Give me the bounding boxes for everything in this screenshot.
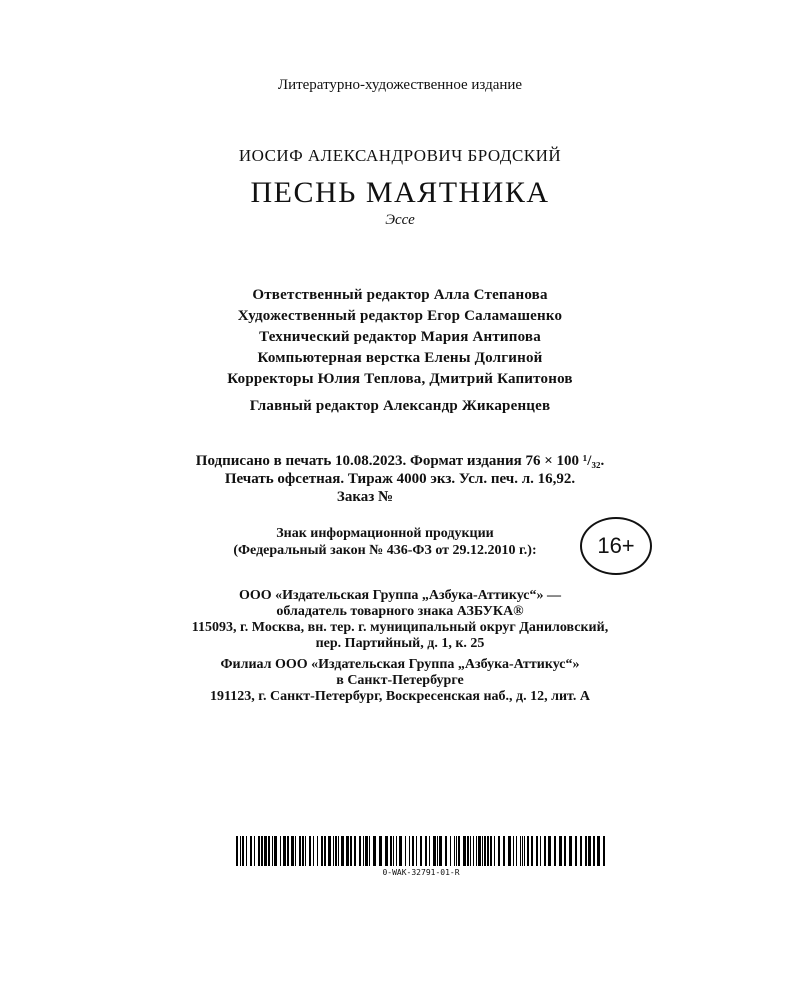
credit-tech-editor: Технический редактор Мария Антипова [259, 329, 541, 345]
barcode-bar [359, 836, 361, 866]
barcode-bar [287, 836, 289, 866]
publisher-line-7: 191123, г. Санкт-Петербург, Воскресенская наб., д. 12, лит. А [210, 689, 590, 704]
barcode-bar [236, 836, 238, 866]
barcode-bar [363, 836, 364, 866]
barcode-bar [490, 836, 492, 866]
barcode-bar [350, 836, 352, 866]
credit-layout: Компьютерная верстка Елены Долгиной [257, 350, 543, 366]
barcode-bar [548, 836, 551, 866]
barcode-bar [341, 836, 344, 866]
barcode-bar [520, 836, 521, 866]
print-info [0, 452, 800, 506]
barcode-bar [333, 836, 334, 866]
barcode-bar [476, 836, 477, 866]
print-info-line-2: Печать офсетная. Тираж 4000 экз. Усл. печ. л. 16,92. [224, 471, 576, 487]
barcode-bar [445, 836, 447, 866]
barcode-bar [274, 836, 277, 866]
barcode-bar [412, 836, 414, 866]
barcode-bar [522, 836, 523, 866]
barcode-bar [390, 836, 392, 866]
barcode-bar [513, 836, 514, 866]
barcode-bar [258, 836, 260, 866]
barcode-bar [482, 836, 483, 866]
barcode-bar [346, 836, 349, 866]
barcode-bar [508, 836, 511, 866]
book-title: ПЕСНЬ МАЯТНИКА [250, 176, 550, 209]
publisher-info [0, 588, 800, 705]
barcode-bar [385, 836, 388, 866]
barcode-number: 0-WAK-32791-01-R [382, 868, 460, 877]
barcode-bar [305, 836, 306, 866]
barcode-bar [365, 836, 368, 866]
barcode-bar [295, 836, 296, 866]
barcode-bar [593, 836, 595, 866]
publisher-line-3: 115093, г. Москва, вн. тер. г. муниципальный округ Даниловский, [191, 620, 609, 635]
barcode-bar [416, 836, 417, 866]
barcode-bar [588, 836, 591, 866]
barcode-bar [299, 836, 301, 866]
barcode-bar [369, 836, 370, 866]
barcode-bar [313, 836, 314, 866]
barcode-bar [280, 836, 281, 866]
product-info-line-2: (Федеральный закон № 436-ФЗ от 29.12.2010 г.): [233, 543, 537, 558]
barcode-bar [484, 836, 486, 866]
barcode-bar [470, 836, 471, 866]
barcode-bar [450, 836, 451, 866]
barcode-bar [261, 836, 263, 866]
barcode-bar [328, 836, 331, 866]
edition-type: Литературно-художественное издание [277, 77, 523, 93]
credit-proofreaders: Корректоры Юлия Теплова, Дмитрий Капитонов [227, 371, 573, 387]
barcode-bar [420, 836, 422, 866]
barcode-bar [240, 836, 241, 866]
barcode-bar [250, 836, 252, 866]
product-info [180, 525, 590, 559]
barcode-bar [425, 836, 427, 866]
barcode-bar [272, 836, 273, 866]
barcode-bar [437, 836, 438, 866]
barcode-bar [498, 836, 500, 866]
barcode-bar [516, 836, 517, 866]
publisher-line-6: в Санкт-Петербурге [336, 673, 464, 688]
barcode-bar [405, 836, 406, 866]
barcode-bar [393, 836, 394, 866]
barcode-bar [527, 836, 529, 866]
publisher-line-5: Филиал ООО «Издательская Группа „Азбука-Аттикус“» [220, 657, 580, 672]
barcode-bar [575, 836, 577, 866]
barcode-bar [603, 836, 605, 866]
barcode-bar [536, 836, 538, 866]
barcode-bar [373, 836, 376, 866]
barcode-bar [456, 836, 457, 866]
barcode-bars [236, 836, 606, 866]
barcode-bar [291, 836, 294, 866]
publisher-line-4: пер. Партийный, д. 1, к. 25 [315, 636, 485, 651]
barcode-bar [324, 836, 326, 866]
barcode-bar [242, 836, 244, 866]
credit-art-editor: Художественный редактор Егор Саламашенко [237, 308, 563, 324]
credit-responsible-editor: Ответственный редактор Алла Степанова [252, 287, 548, 303]
print-info-line-1: Подписано в печать 10.08.2023. Формат издания 76 × 100 ¹/₃₂. [195, 453, 605, 469]
author-name: ИОСИФ АЛЕКСАНДРОВИЧ БРОДСКИЙ [238, 146, 562, 165]
barcode-bar [478, 836, 481, 866]
barcode-bar [585, 836, 587, 866]
barcode-bar [540, 836, 541, 866]
barcode-bar [268, 836, 270, 866]
credit-chief-editor: Главный редактор Александр Жикаренцев [249, 398, 551, 414]
isbn-barcode [236, 836, 606, 886]
barcode-bar [458, 836, 460, 866]
barcode-bar [531, 836, 533, 866]
age-rating-badge: 16+ [580, 517, 652, 575]
barcode-bar [317, 836, 318, 866]
barcode-bar [467, 836, 469, 866]
barcode-bar [354, 836, 356, 866]
barcode-bar [463, 836, 466, 866]
barcode-bar [473, 836, 474, 866]
barcode-bar [454, 836, 455, 866]
barcode-bar [494, 836, 495, 866]
barcode-bar [264, 836, 267, 866]
credits-block [0, 285, 800, 417]
barcode-bar [429, 836, 430, 866]
order-number-label: Заказ № [336, 489, 394, 505]
barcode-bar [246, 836, 247, 866]
barcode-bar [335, 836, 337, 866]
publisher-line-1: ООО «Издательская Группа „Азбука-Аттикус“» — [238, 588, 561, 603]
barcode-bar [564, 836, 566, 866]
barcode-bar [559, 836, 562, 866]
barcode-bar [597, 836, 600, 866]
barcode-bar [580, 836, 582, 866]
barcode-bar [309, 836, 311, 866]
barcode-bar [399, 836, 402, 866]
book-subtitle: Эссе [385, 212, 415, 228]
publisher-line-2: обладатель товарного знака АЗБУКА® [276, 604, 524, 619]
barcode-bar [487, 836, 489, 866]
barcode-bar [379, 836, 382, 866]
barcode-bar [554, 836, 556, 866]
barcode-bar [396, 836, 397, 866]
barcode-bar [302, 836, 304, 866]
barcode-bar [283, 836, 286, 866]
barcode-bar [439, 836, 442, 866]
barcode-bar [433, 836, 436, 866]
barcode-bar [409, 836, 410, 866]
barcode-bar [544, 836, 546, 866]
barcode-bar [321, 836, 323, 866]
product-info-line-1: Знак информационной продукции [276, 526, 494, 541]
barcode-bar [524, 836, 525, 866]
barcode-bar [338, 836, 339, 866]
barcode-bar [503, 836, 505, 866]
print-info-line-3 [0, 488, 800, 506]
barcode-bar [254, 836, 255, 866]
barcode-bar [569, 836, 572, 866]
